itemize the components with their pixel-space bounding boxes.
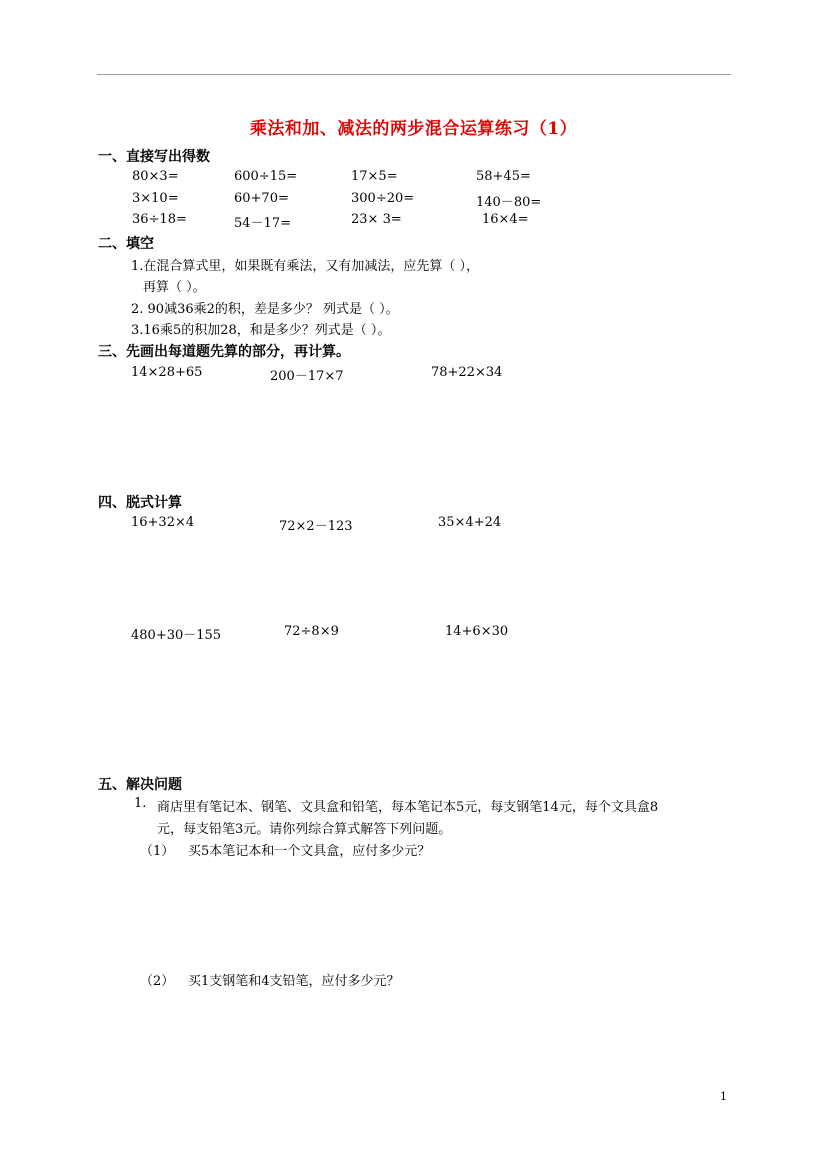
sub-question-2: 买1支钢笔和4支铅笔，应付多少元？ — [188, 974, 400, 989]
oral-problem: 54－17= — [234, 216, 291, 231]
header-rule — [97, 74, 731, 75]
oral-problem: 36÷18= — [132, 212, 187, 227]
section-4-heading: 四、脱式计算 — [98, 495, 182, 511]
section-2-heading: 二、填空 — [98, 236, 154, 252]
problem-number: 1. — [134, 796, 147, 811]
oral-problem: 140－80= — [476, 195, 542, 210]
oral-problem: 23× 3= — [351, 212, 402, 227]
oral-problem: 60+70= — [234, 191, 289, 206]
oral-problem: 16×4= — [482, 212, 529, 227]
fill-blank-question-2: 2. 90减36乘2的积，差是多少？ 列式是（ ）。 — [131, 302, 399, 317]
oral-problem: 58+45= — [476, 169, 531, 184]
word-problem-text-cont: 元，每支铅笔3元。请你列综合算式解答下列问题。 — [157, 822, 452, 837]
page-number: 1 — [720, 1090, 727, 1103]
sub-question-number: （1） — [140, 844, 175, 859]
oral-problem: 300÷20= — [351, 191, 415, 206]
step-calculation: 480+30－155 — [131, 628, 222, 643]
section-5-heading: 五、解决问题 — [98, 777, 182, 793]
oral-problem: 600÷15= — [234, 169, 298, 184]
fill-blank-question-3: 3.16乘5的积加28，和是多少？列式是（ ）。 — [131, 323, 391, 338]
fill-blank-question-1-cont: 再算（ ）。 — [143, 280, 206, 295]
sub-question-1: 买5本笔记本和一个文具盒，应付多少元？ — [188, 844, 431, 859]
oral-problem: 80×3= — [132, 169, 179, 184]
oral-problem: 17×5= — [351, 169, 398, 184]
section-3-heading: 三、先画出每道题先算的部分，再计算。 — [98, 344, 350, 360]
word-problem-text: 商店里有笔记本、钢笔、文具盒和铅笔，每本笔记本5元，每支钢笔14元，每个文具盒8 — [157, 800, 659, 815]
worksheet-title: 乘法和加、减法的两步混合运算练习（1） — [249, 119, 578, 139]
mixed-expression: 78+22×34 — [431, 365, 503, 380]
sub-question-number: （2） — [140, 974, 175, 989]
step-calculation: 35×4+24 — [438, 515, 502, 530]
step-calculation: 14+6×30 — [445, 624, 509, 639]
mixed-expression: 200－17×7 — [270, 369, 344, 384]
fill-blank-question-1: 1.在混合算式里，如果既有乘法，又有加减法，应先算（ ）， — [131, 259, 480, 274]
mixed-expression: 14×28+65 — [131, 365, 203, 380]
step-calculation: 16+32×4 — [131, 515, 195, 530]
step-calculation: 72÷8×9 — [284, 624, 339, 639]
section-1-heading: 一、直接写出得数 — [98, 149, 210, 165]
oral-problem: 3×10= — [132, 191, 179, 206]
step-calculation: 72×2－123 — [279, 519, 353, 534]
